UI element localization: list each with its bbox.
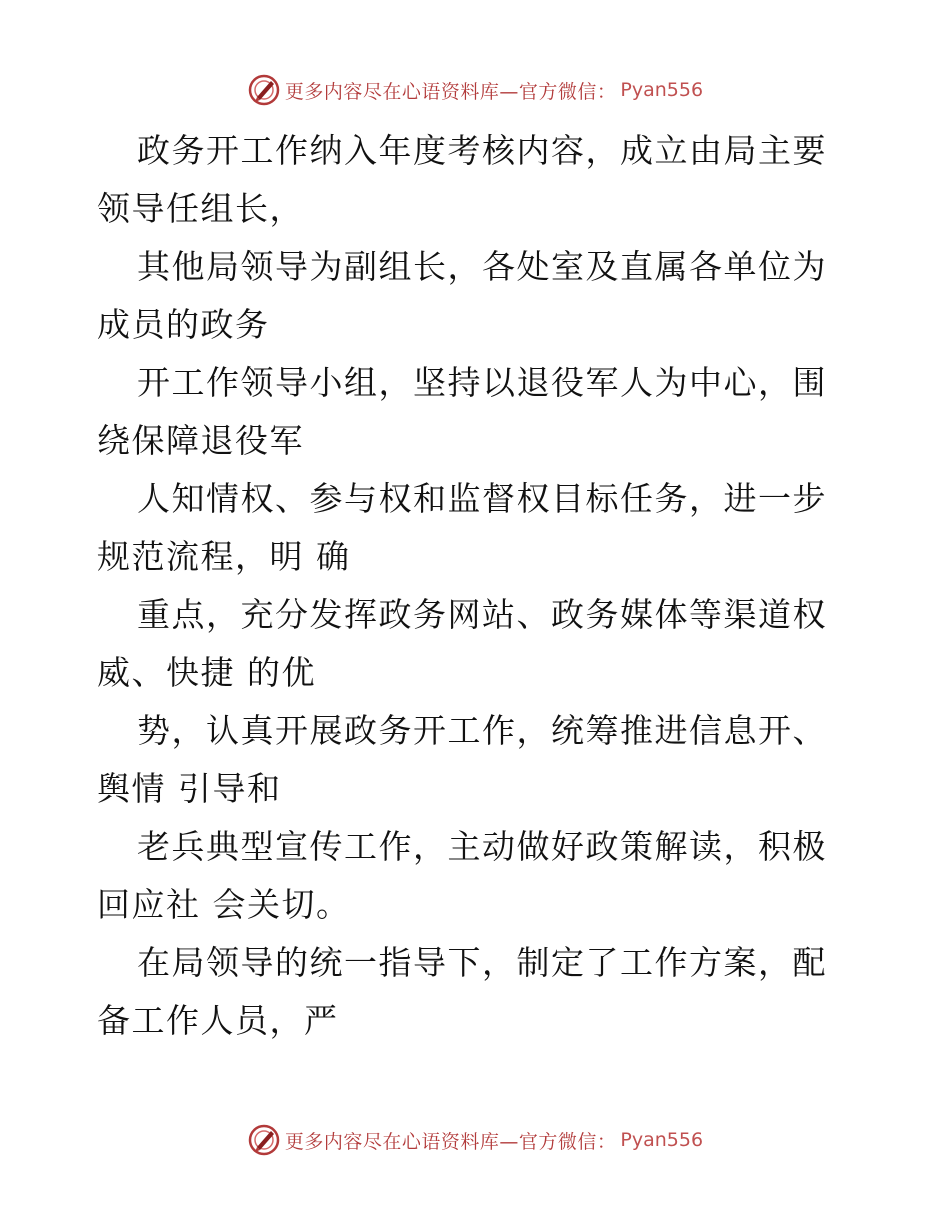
paragraph: 老兵典型宣传工作，主动做好政策解读，积极回应社 会关切。 — [97, 827, 827, 924]
paragraph: 重点，充分发挥政务网站、政务媒体等渠道权 威、快捷 的优 — [97, 595, 839, 692]
paragraph: 其他局领导为副组长，各处室及直属各单位为成员的政务 — [97, 247, 827, 344]
paragraph: 在局领导的统一指导下，制定了工作方案，配备工作人员，严 — [97, 943, 827, 1040]
paragraph: 政务开工作纳入年度考核内容，成立由局主要领导任组长， — [97, 131, 827, 228]
watermark-wechat-id: Pyan556 — [620, 1129, 704, 1151]
paragraph: 人知情权、参与权和监督权目标任务，进一步规范流程，明 确 — [97, 479, 827, 576]
watermark-wechat-id: Pyan556 — [620, 79, 704, 101]
watermark-text: 更多内容尽在心语资料库—官方微信： — [284, 80, 617, 103]
logo-icon — [247, 1123, 281, 1157]
footer-watermark — [0, 1120, 950, 1160]
document-body — [97, 122, 857, 1050]
paragraph: 势，认真开展政务开工作，统筹推进信息开、舆情 引导和 — [97, 711, 827, 808]
watermark-text: 更多内容尽在心语资料库—官方微信： — [284, 1130, 617, 1153]
paragraph: 开工作领导小组，坚持以退役军人为中心，围绕保障退役军 — [97, 363, 827, 460]
header-watermark — [0, 70, 950, 110]
logo-icon — [247, 73, 281, 107]
